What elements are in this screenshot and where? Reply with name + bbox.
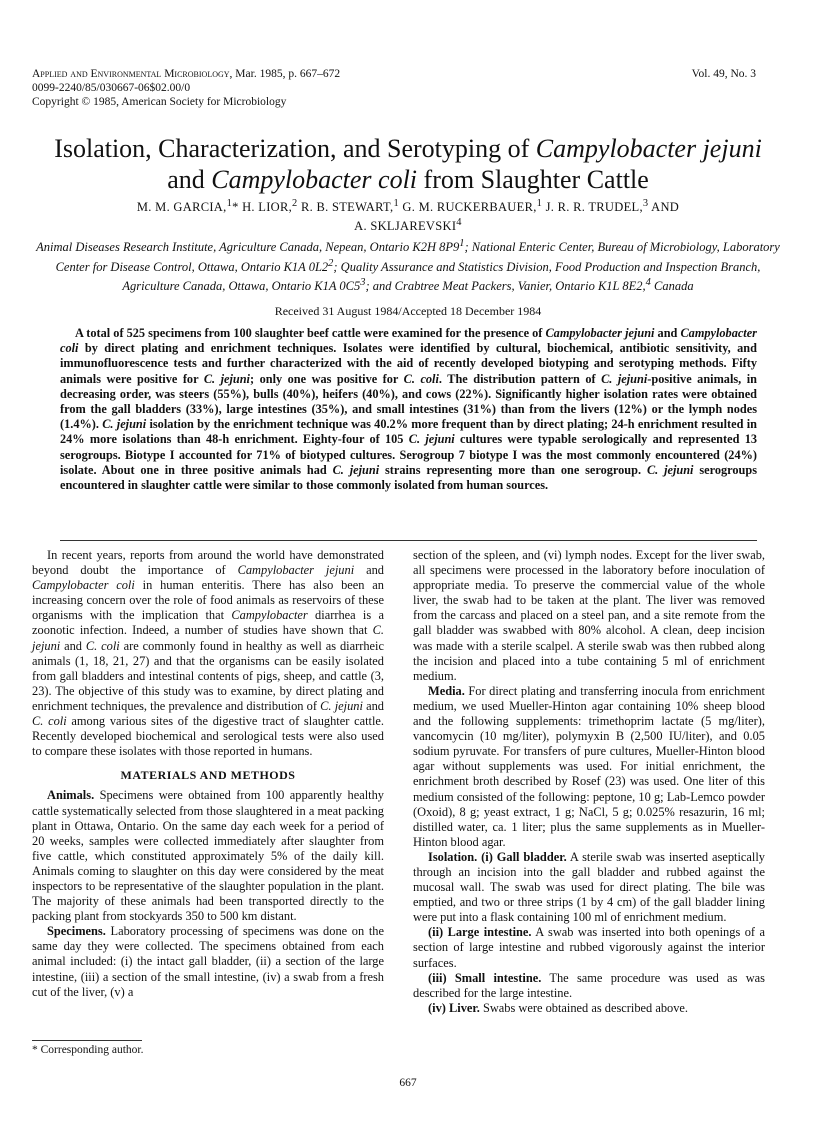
body-text: A swab was inserted into both openings of a section of large intestine and rubbed vigorously against the interior surfaces.	[413, 925, 765, 970]
species-name: Campylobacter	[231, 608, 308, 623]
received-dates: Received 31 August 1984/Accepted 18 December 1984	[274, 304, 542, 318]
page-number: 667	[399, 1077, 417, 1089]
body-text: For direct plating and transferring inocula from enrichment medium, we used Mueller-Hinton agar containing 10% sheep blood and the following supplements: trimethoprim lactate (5 mg/liter), vancomycin (10 mg/liter), polymyxin B (2,500 IU/liter), and 0.05 sodium pyruvate. For transfers of pure cultures, Mueller-Hinton blood agar without supplements was used. For initial enrichment, the enrichment broth described by Rosef (23) was used. One liter of this medium consisted of the following: peptone, 10 g; Lab-Lemco powder (Oxoid), 8 g; yeast extract, 1 g; NaCl, 5 g; 0.025% resazurin, 16 ml; distilled water, ca. 1 liter; plus the same supplements as in Mueller-Hinton blood agar.	[413, 683, 765, 849]
affil-mark: 4	[645, 277, 651, 289]
species-name: Campylobacter coli	[60, 326, 757, 356]
left-column	[32, 548, 384, 1000]
abstract-text: -positive animals, in decreasing order, was steers (55%), bulls (40%), heifers (40%), and cows (22%). Significantly higher isolation rates were obtained from the gall bladders (33%), large intestines (35%), and small intestines (31%) than from the livers (12%) or the lymph nodes (1.4%).	[60, 371, 757, 432]
title-species-coli: Campylobacter coli	[211, 165, 418, 194]
body-text: and	[362, 698, 385, 713]
author-affil-mark: 1	[536, 198, 543, 209]
author: H. LIOR,	[238, 200, 293, 215]
species-name: C. jejuni	[203, 371, 250, 386]
species-name: Campylobacter jejuni	[545, 326, 655, 340]
paragraph-heading: Isolation. (i) Gall bladder.	[428, 849, 567, 864]
species-name: C. coli	[32, 714, 67, 729]
abstract-text: ; only one was positive for	[249, 371, 404, 386]
large-intestine-paragraph	[413, 925, 765, 970]
species-name: C. jejuni	[646, 462, 694, 477]
species-name: C. coli	[85, 638, 120, 653]
author-affil-mark: 3	[642, 198, 649, 209]
affiliation: Canada	[650, 279, 694, 294]
paragraph-heading: Specimens.	[47, 924, 106, 939]
species-name: C. jejuni	[102, 417, 147, 432]
article-title	[20, 133, 796, 195]
author-list	[60, 196, 756, 234]
paragraph-heading: (ii) Large intestine.	[428, 925, 532, 940]
body-text: and	[354, 563, 384, 578]
author: G. M. RUCKERBAUER,	[398, 200, 537, 215]
body-text: and	[60, 638, 86, 653]
affiliation: ; Quality Assurance and Statistics Division, Food Production and Inspection Branch, Agriculture Canada, Ottawa, Ontario K1A 0C5	[122, 259, 761, 294]
journal-name: Applied and Environmental Microbiology	[32, 68, 230, 80]
body-text: Specimens were obtained from 100 apparently healthy cattle systematically selected from those slaughtered in a meat packing plant in Ottawa, Ontario. On the same day each week for a period of 20 weeks, samples were collected immediately after slaughter from five cattle, which constituted approximately 5% of the daily kill. Animals coming to slaughter on this day were considered by the meat inspectors to be representative of the slaughter population in the plant. The majority of these animals had been transported directly to the packing plant from stockyards 350 to 500 km distant.	[32, 788, 384, 924]
author-conjunction: AND	[648, 200, 680, 215]
species-name: C. coli	[403, 371, 439, 386]
body-text: diarrhea is a zoonotic infection. Indeed, a number of studies have shown that	[32, 608, 384, 638]
body-text: The same procedure was used as was described for the large intestine.	[413, 970, 765, 1000]
species-name: Campylobacter jejuni	[237, 563, 355, 578]
affiliation: ; and Crabtree Meat Packers, Vanier, Ontario K1L 8E2,	[365, 279, 646, 294]
species-name: C. jejuni	[320, 698, 363, 713]
isolation-paragraph	[413, 850, 765, 925]
author: J. R. R. TRUDEL,	[542, 200, 643, 215]
body-text: Swabs were obtained as described above.	[479, 1000, 689, 1015]
abstract-divider	[60, 540, 757, 541]
body-text: are commonly found in healthy as well as diarrheic animals (1, 18, 21, 27) and that the organisms can be easily isolated from gall bladders and intestinal contents of pigs, sheep, and cattle (3, 23). The objective of this study was to examine, by direct plating and enrichment techniques, the prevalence and distribution of	[32, 638, 384, 713]
animals-paragraph	[32, 788, 384, 924]
species-name: C. jejuni	[32, 623, 384, 653]
title-text: and	[167, 165, 212, 194]
species-name: C. jejuni	[408, 432, 455, 447]
author: R. B. STEWART,	[297, 200, 394, 215]
abstract	[60, 326, 757, 493]
body-text: A sterile swab was inserted aseptically through an incision into the gall bladder and rubbed against the mucosal wall. The swab was used for direct plating. The bile was emptied, and two or three strips (1 by 4 cm) of the gall bladder lining were put into a flask containing 100 ml of enrichment medium.	[413, 849, 765, 925]
author: M. M. GARCIA,	[136, 200, 227, 215]
species-name: Campylobacter coli	[32, 578, 135, 593]
abstract-text: A total of 525 specimens from 100 slaughter beef cattle were examined for the presence of	[75, 326, 546, 340]
paragraph-heading: Animals.	[47, 788, 95, 803]
intro-paragraph	[32, 548, 384, 759]
affiliations	[30, 236, 786, 295]
section-heading: MATERIALS AND METHODS	[120, 768, 296, 783]
title-text: Isolation, Characterization, and Serotyping of	[54, 134, 536, 163]
abstract-text: isolation by the enrichment technique was 40.2% more frequent than by direct plating; 24-h enrichment resulted in 24% more isolations than 48-h enrichment. Eighty-four of 105	[60, 417, 757, 447]
abstract-text: cultures were typable serologically and represented 13 serogroups. Biotype I accounted for 71% of biotyped cultures. Serogroup 7 biotype I was the most commonly encountered (24%) isolate. About one in three positive animals had	[60, 432, 757, 477]
volume-issue: Vol. 49, No. 3	[691, 68, 756, 80]
right-column	[413, 548, 765, 1016]
paragraph-heading: Media.	[428, 683, 465, 698]
author: A. SKLJAREVSKI	[354, 219, 457, 234]
abstract-text: by direct plating and enrichment techniques. Isolates were identified by cultural, biochemical, antibiotic sensitivity, and immunofluorescence tests and further characterized with the aid of recently developed biotyping and serotyping methods. Fifty animals were positive for	[60, 341, 757, 386]
body-text: in human enteritis. There has also been an increasing concern over the role of food animals as reservoirs of these organisms with the implication that	[32, 578, 384, 623]
paragraph-heading: (iv) Liver.	[428, 1000, 480, 1015]
liver-paragraph	[413, 1001, 765, 1016]
footnote-divider	[32, 1040, 142, 1041]
author-affil-mark: 1	[393, 198, 399, 209]
footnote: * Corresponding author.	[32, 1044, 144, 1056]
species-name: C. jejuni	[601, 371, 648, 386]
title-text: from Slaughter Cattle	[417, 165, 649, 194]
copyright-line: Copyright © 1985, American Society for Microbiology	[32, 96, 287, 108]
citation-details: , Mar. 1985, p. 667–672	[229, 68, 341, 80]
abstract-text: strains representing more than one serogroup.	[379, 462, 647, 477]
issn-line: 0099-2240/85/030667-06$02.00/0	[32, 82, 191, 94]
species-name: C. jejuni	[332, 462, 380, 477]
author-affil-mark: 2	[292, 198, 298, 209]
abstract-text: serogroups encountered in slaughter cattle were similar to those commonly isolated from human sources.	[60, 462, 757, 493]
specimens-continued: section of the spleen, and (vi) lymph nodes. Except for the liver swab, all specimens were processed in the laboratory before inoculation of appropriate media. To preserve the commercial value of the whole liver, the swab had to be taken at the plant. The liver was removed from the carcass and placed on a steel pan, and a site remote from the gall bladder was swabbed with 80% alcohol. A clean, deep incision was made with a sterile scalpel. A sterile swab was then rubbed along the incision and placed into a tube containing 5 ml of enrichment medium.	[413, 548, 765, 683]
body-text: In recent years, reports from around the world have demonstrated beyond doubt the importance of	[32, 548, 384, 578]
author-affil-mark: 4	[456, 217, 462, 229]
journal-citation	[32, 67, 340, 81]
affiliation: ; National Enteric Center, Bureau of Microbiology, Laboratory Center for Disease Control, Ottawa, Ontario K1A 0L2	[55, 240, 780, 274]
affil-mark: 3	[360, 277, 366, 289]
affil-mark: 2	[328, 257, 334, 269]
title-species-jejuni: Campylobacter jejuni	[535, 134, 762, 163]
body-text: Laboratory processing of specimens was done on the same day they were collected. The specimens obtained from each animal included: (i) the intact gall bladder, (ii) a section of the large intestine, (iii) a section of the small intestine, (iv) a swab from a fresh cut of the liver, (v) a	[32, 924, 384, 999]
paragraph-heading: (iii) Small intestine.	[428, 970, 542, 985]
specimens-paragraph	[32, 924, 384, 999]
affil-mark: 1	[459, 238, 465, 249]
abstract-text: . The distribution pattern of	[438, 371, 602, 386]
author-affil-mark: 1	[226, 198, 233, 209]
affiliation: Animal Diseases Research Institute, Agriculture Canada, Nepean, Ontario K2H 8P9	[36, 240, 460, 255]
abstract-text: and	[654, 326, 681, 340]
corresponding-mark: *	[232, 200, 239, 215]
body-text: among various sites of the digestive tract of slaughter cattle. Recently developed biochemical and serological tests were also used to compare these isolates with those reported in humans.	[32, 714, 384, 759]
small-intestine-paragraph	[413, 971, 765, 1001]
media-paragraph	[413, 684, 765, 850]
